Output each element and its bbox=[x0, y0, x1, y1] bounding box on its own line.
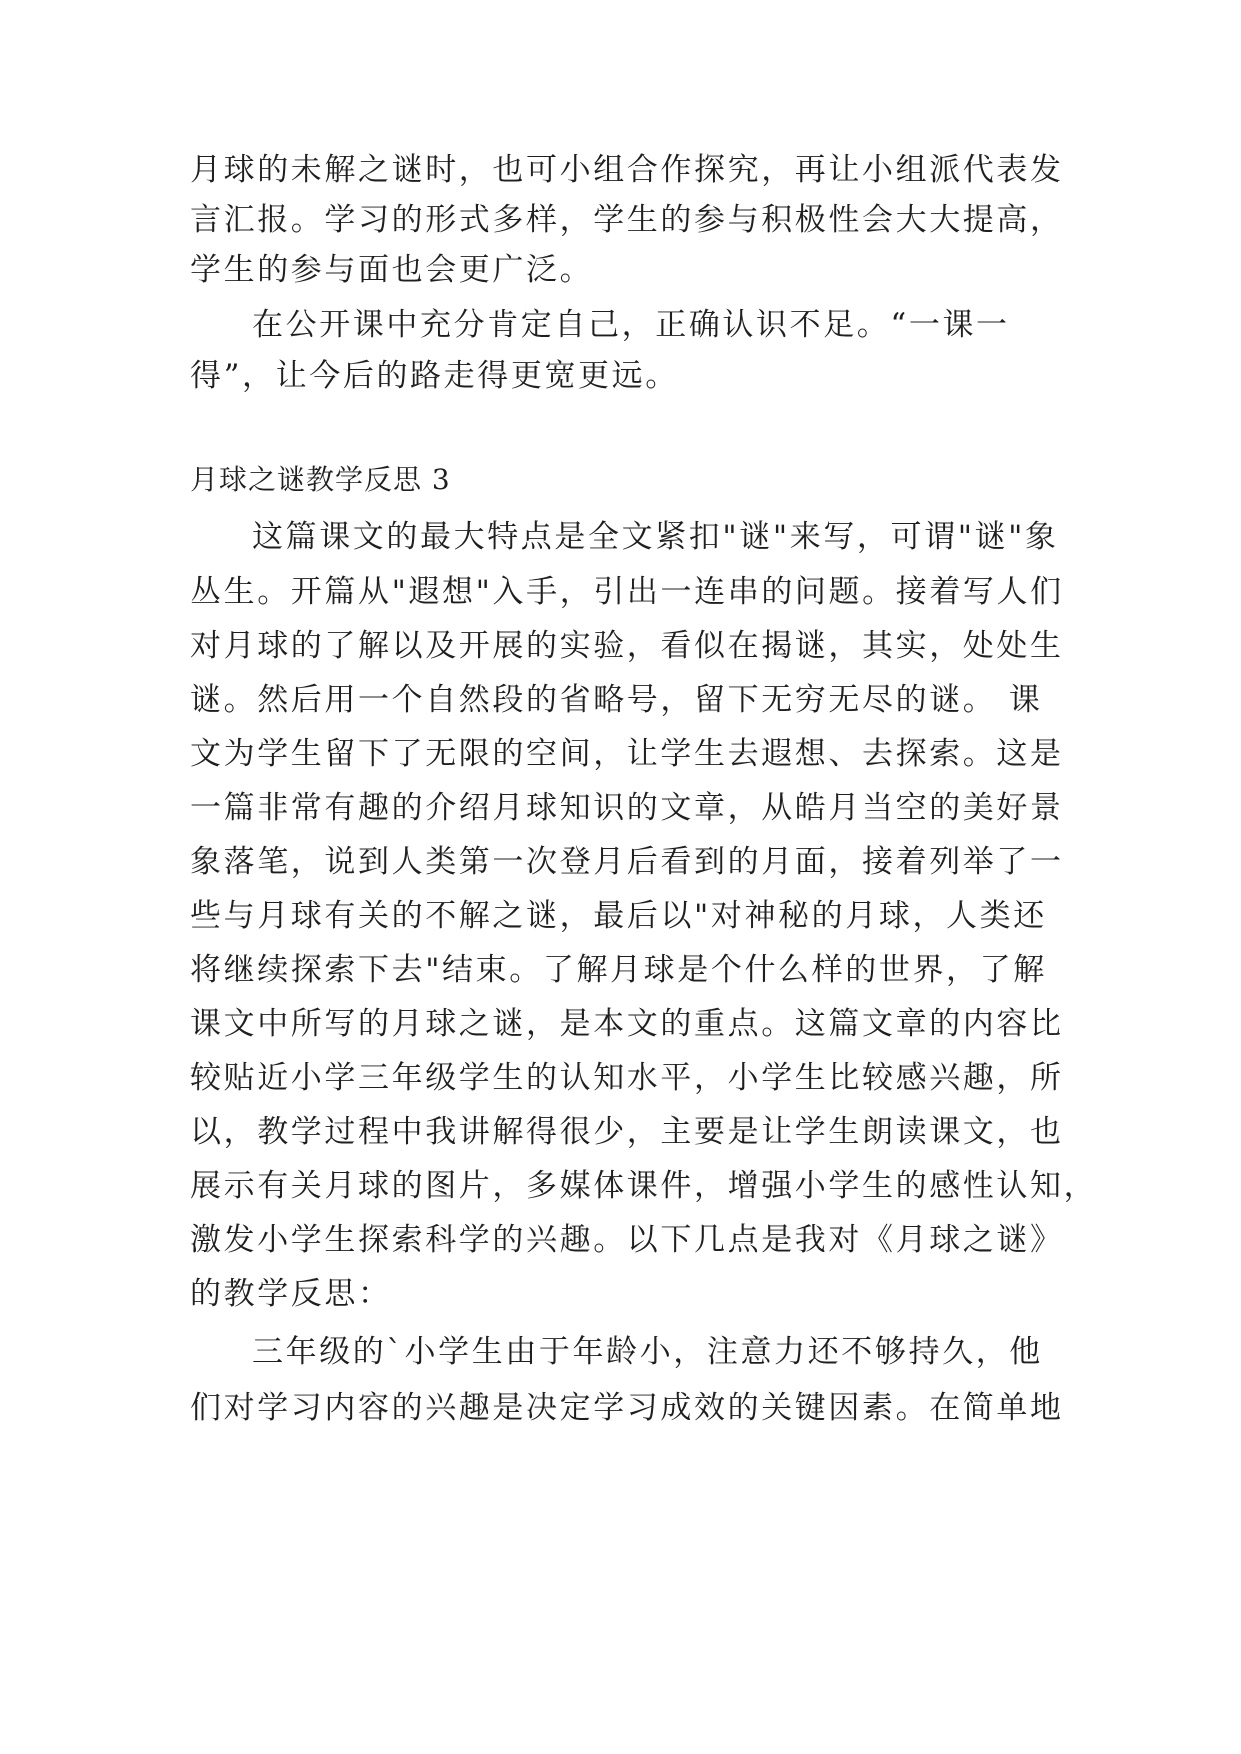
text-line: 象落笔，说到人类第一次登月后看到的月面，接着列举了一 bbox=[190, 844, 1064, 880]
section-title: 月球之谜教学反思 3 bbox=[190, 463, 451, 496]
text-line: 月球的未解之谜时，也可小组合作探究，再让小组派代表发 bbox=[190, 152, 1064, 188]
text-line: 得”，让今后的路走得更宽更远。 bbox=[190, 358, 679, 394]
text-line: 文为学生留下了无限的空间，让学生去遐想、去探索。这是 bbox=[190, 736, 1064, 772]
text-line: 展示有关月球的图片，多媒体课件，增强小学生的感性认知， bbox=[190, 1168, 1098, 1204]
text-line: 课文中所写的月球之谜，是本文的重点。这篇文章的内容比 bbox=[190, 1006, 1064, 1042]
text-line: 较贴近小学三年级学生的认知水平，小学生比较感兴趣，所 bbox=[190, 1060, 1064, 1096]
text-line: 言汇报。学习的形式多样，学生的参与积极性会大大提高， bbox=[190, 202, 1064, 238]
text-line: 将继续探索下去"结束。了解月球是个什么样的世界，了解 bbox=[190, 952, 1047, 988]
text-line: 对月球的了解以及开展的实验，看似在揭谜，其实，处处生 bbox=[190, 628, 1064, 664]
text-line: 谜。然后用一个自然段的省略号，留下无穷无尽的谜。 课 bbox=[190, 682, 1043, 718]
text-line: 一篇非常有趣的介绍月球知识的文章，从皓月当空的美好景 bbox=[190, 790, 1064, 826]
text-line: 丛生。开篇从"遐想"入手，引出一连串的问题。接着写人们 bbox=[190, 574, 1064, 610]
text-line: 这篇课文的最大特点是全文紧扣"谜"来写，可谓"谜"象 bbox=[252, 519, 1059, 555]
text-line: 在公开课中充分肯定自己，正确认识不足。“一课一 bbox=[252, 307, 1010, 343]
text-line: 些与月球有关的不解之谜，最后以"对神秘的月球，人类还 bbox=[190, 898, 1047, 934]
text-line: 激发小学生探索科学的兴趣。以下几点是我对《月球之谜》 bbox=[190, 1222, 1064, 1258]
text-line: 们对学习内容的兴趣是决定学习成效的关键因素。在简单地 bbox=[190, 1390, 1064, 1426]
text-line: 以，教学过程中我讲解得很少，主要是让学生朗读课文，也 bbox=[190, 1114, 1064, 1150]
text-line: 学生的参与面也会更广泛。 bbox=[190, 252, 594, 288]
text-line: 三年级的`小学生由于年龄小，注意力还不够持久，他 bbox=[252, 1334, 1043, 1370]
text-line: 的教学反思： bbox=[190, 1276, 392, 1312]
